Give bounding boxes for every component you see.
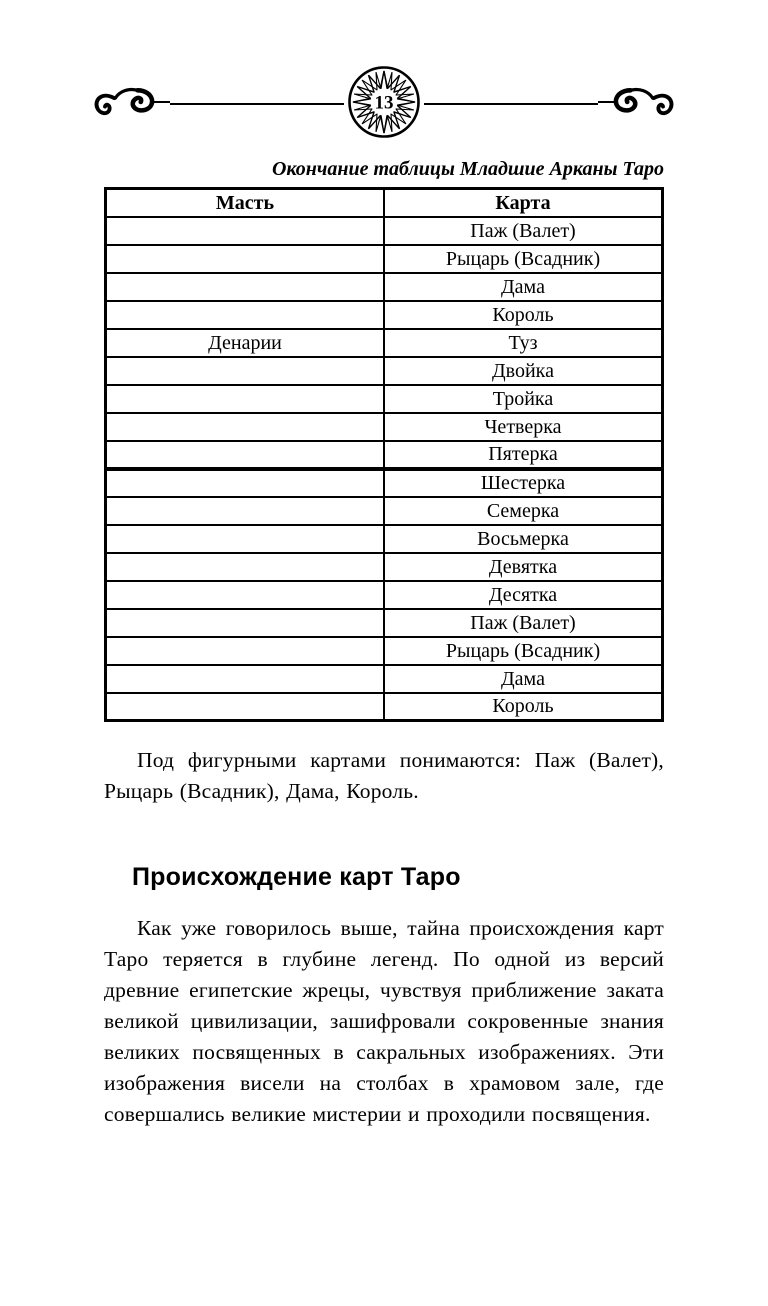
suit-cell <box>106 637 385 665</box>
suit-cell <box>106 441 385 469</box>
card-cell: Король <box>384 693 663 721</box>
suit-cell <box>106 301 385 329</box>
table-row <box>106 693 663 721</box>
suit-cell <box>106 525 385 553</box>
card-cell: Восьмерка <box>384 525 663 553</box>
table-row <box>106 329 663 357</box>
table-header-row <box>106 189 663 217</box>
card-cell: Десятка <box>384 581 663 609</box>
section-heading: Происхождение карт Таро <box>132 863 461 891</box>
suit-cell <box>106 357 385 385</box>
card-cell: Рыцарь (Всадник) <box>384 245 663 273</box>
suit-cell <box>106 245 385 273</box>
suit-cell <box>106 273 385 301</box>
table-body <box>106 217 663 721</box>
suit-cell <box>106 553 385 581</box>
page-header-ornament <box>0 66 768 142</box>
table-row <box>106 609 663 637</box>
table-row <box>106 413 663 441</box>
header-rule-right <box>424 103 598 105</box>
table-row <box>106 497 663 525</box>
card-cell: Тройка <box>384 385 663 413</box>
suit-cell <box>106 665 385 693</box>
card-cell: Паж (Валет) <box>384 609 663 637</box>
table-row <box>106 441 663 469</box>
table-row <box>106 665 663 693</box>
card-cell: Семерка <box>384 497 663 525</box>
table-row <box>106 581 663 609</box>
card-cell: Паж (Валет) <box>384 217 663 245</box>
scroll-flourish-right-icon <box>598 77 676 132</box>
page-number: 13 <box>374 92 394 113</box>
suit-cell <box>106 609 385 637</box>
suit-cell <box>106 469 385 497</box>
card-cell: Четверка <box>384 413 663 441</box>
table-row <box>106 301 663 329</box>
table-row <box>106 525 663 553</box>
table-caption: Окончание таблицы Младшие Арканы Таро <box>271 158 664 180</box>
card-cell: Пятерка <box>384 441 663 469</box>
book-page <box>0 66 768 1306</box>
column-header-card: Карта <box>384 189 663 217</box>
table-row <box>106 637 663 665</box>
card-cell: Шестерка <box>384 469 663 497</box>
table-row <box>106 385 663 413</box>
minor-arcana-table <box>104 187 664 722</box>
card-cell: Девятка <box>384 553 663 581</box>
suit-cell <box>106 581 385 609</box>
card-cell: Туз <box>384 329 663 357</box>
table-row <box>106 469 663 497</box>
table-row <box>106 553 663 581</box>
card-cell: Рыцарь (Всадник) <box>384 637 663 665</box>
table-row <box>106 357 663 385</box>
card-cell: Дама <box>384 273 663 301</box>
section-paragraph: Как уже говорилось выше, тайна происхождения карт Таро теряется в глубине легенд. По одной из версий древние египетские жрецы, чувствуя приближение заката великой цивилизации, зашифровали сокровенные знания великих посвященных в сакральных изображениях. Эти изображения висели на столбах в храмовом зале, где совершались великие мистерии и проходили посвящения. <box>104 916 664 1126</box>
table-row <box>106 273 663 301</box>
suit-cell <box>106 497 385 525</box>
suit-cell <box>106 413 385 441</box>
table-row <box>106 245 663 273</box>
figure-cards-paragraph: Под фигурными картами понимаются: Паж (Валет), Рыцарь (Всадник), Дама, Король. <box>104 748 664 803</box>
suit-cell <box>106 385 385 413</box>
scroll-flourish-left-icon <box>92 77 170 132</box>
header-rule-left <box>170 103 344 105</box>
card-cell: Король <box>384 301 663 329</box>
suit-cell <box>106 693 385 721</box>
suit-cell <box>106 217 385 245</box>
suit-cell: Денарии <box>106 329 385 357</box>
table-row <box>106 217 663 245</box>
column-header-suit: Масть <box>106 189 385 217</box>
card-cell: Дама <box>384 665 663 693</box>
page-number-medallion <box>346 64 422 145</box>
card-cell: Двойка <box>384 357 663 385</box>
